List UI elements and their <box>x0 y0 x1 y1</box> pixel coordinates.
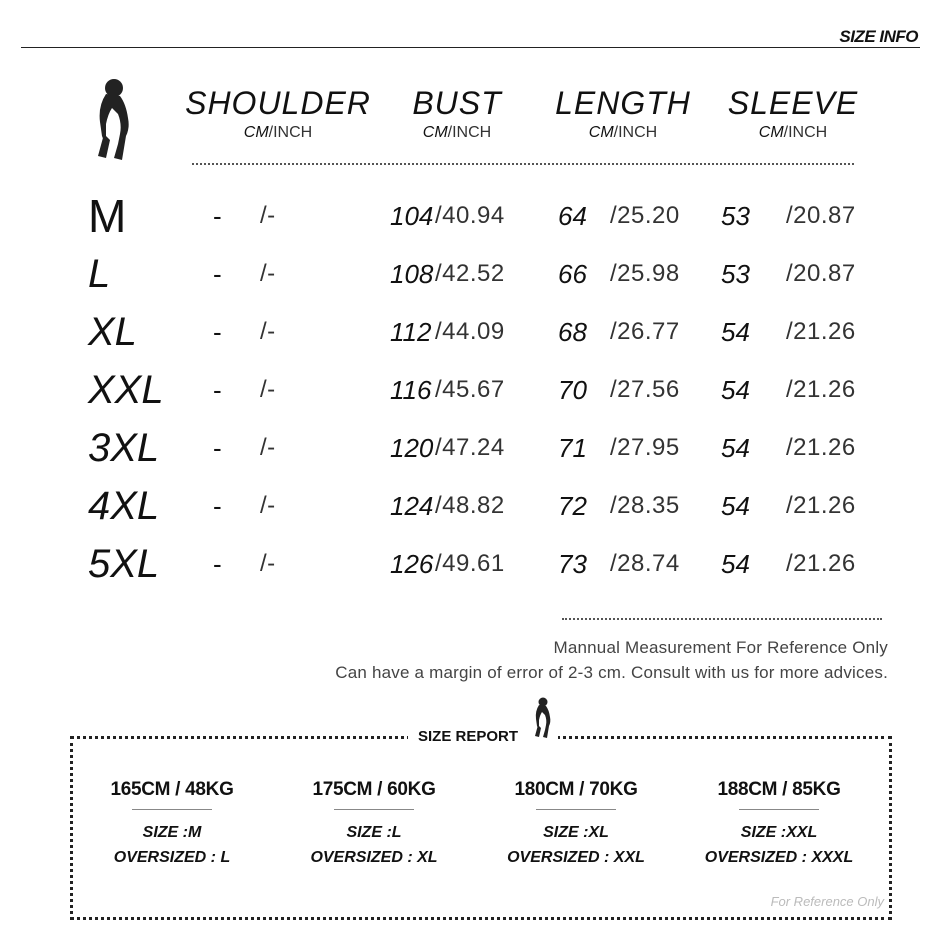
shoulder-inch: /- <box>260 492 276 519</box>
table-row <box>0 191 950 241</box>
sleeve-cm: 54 <box>721 317 750 347</box>
length-cm: 66 <box>558 259 587 289</box>
column-header-sleeve <box>693 84 893 144</box>
length-inch: /28.35 <box>610 492 680 519</box>
bust-inch: /49.61 <box>435 550 505 577</box>
size-label: L <box>88 252 111 296</box>
size-label: XL <box>88 310 137 354</box>
table-row <box>0 423 950 473</box>
size-label: XXL <box>88 368 164 412</box>
column-unit: CM/INCH <box>758 124 828 141</box>
bust-cm: 124 <box>390 491 434 521</box>
reference-footnote: For Reference Only <box>770 894 884 909</box>
shoulder-cm: - <box>213 201 222 231</box>
table-row <box>0 365 950 415</box>
table-row <box>0 539 950 589</box>
shoulder-inch: /- <box>260 434 276 461</box>
shoulder-cm: - <box>213 317 222 347</box>
table-row <box>0 481 950 531</box>
column-name: SLEEVE <box>727 85 859 121</box>
shoulder-inch: /- <box>260 376 276 403</box>
length-inch: /27.56 <box>610 376 680 403</box>
report-entry <box>476 775 676 870</box>
oversized-size: OVERSIZED : XL <box>310 849 438 866</box>
bust-cm: 104 <box>390 201 434 231</box>
bust-cm: 108 <box>390 259 434 289</box>
height-weight: 180CM / 70KG <box>514 779 638 800</box>
bust-inch: /40.94 <box>435 202 505 229</box>
bust-cm: 116 <box>390 375 432 405</box>
size-label: 5XL <box>88 542 160 586</box>
bust-inch: /45.67 <box>435 376 505 403</box>
sleeve-cm: 54 <box>721 375 750 405</box>
ape-silhouette-icon <box>92 78 136 162</box>
size-report-title: SIZE REPORT <box>408 726 528 748</box>
size-info-title: SIZE INFO <box>839 27 918 46</box>
size-label: 3XL <box>88 426 160 470</box>
entry-divider <box>334 809 414 810</box>
length-cm: 70 <box>558 375 587 405</box>
column-name: SHOULDER <box>185 85 371 121</box>
shoulder-cm: - <box>213 433 222 463</box>
column-name: LENGTH <box>555 85 691 121</box>
sleeve-inch: /21.26 <box>786 492 856 519</box>
header-dotted-divider <box>192 163 854 165</box>
report-entry <box>72 775 272 870</box>
bust-inch: /47.24 <box>435 434 505 461</box>
oversized-size: OVERSIZED : L <box>113 849 231 866</box>
shoulder-inch: /- <box>260 260 276 287</box>
length-inch: /25.20 <box>610 202 680 229</box>
entry-divider <box>739 809 819 810</box>
length-inch: /28.74 <box>610 550 680 577</box>
shoulder-inch: /- <box>260 550 276 577</box>
sleeve-inch: /21.26 <box>786 376 856 403</box>
length-cm: 72 <box>558 491 587 521</box>
shoulder-inch: /- <box>260 202 276 229</box>
column-unit: CM/INCH <box>588 124 658 141</box>
column-header-shoulder <box>178 84 378 144</box>
sleeve-cm: 54 <box>721 491 750 521</box>
length-inch: /26.77 <box>610 318 680 345</box>
shoulder-cm: - <box>213 375 222 405</box>
recommended-size: SIZE :M <box>142 824 202 841</box>
entry-divider <box>132 809 212 810</box>
sleeve-cm: 53 <box>721 259 750 289</box>
length-cm: 71 <box>558 433 587 463</box>
report-entry <box>679 775 879 870</box>
length-cm: 64 <box>558 201 587 231</box>
height-weight: 175CM / 60KG <box>312 779 436 800</box>
column-unit: CM/INCH <box>243 124 313 141</box>
shoulder-inch: /- <box>260 318 276 345</box>
size-label: M <box>88 190 127 242</box>
oversized-size: OVERSIZED : XXXL <box>704 849 854 866</box>
length-inch: /27.95 <box>610 434 680 461</box>
bust-inch: /44.09 <box>435 318 505 345</box>
size-label: 4XL <box>88 484 160 528</box>
recommended-size: SIZE :XL <box>543 824 609 841</box>
sleeve-cm: 54 <box>721 433 750 463</box>
table-row <box>0 249 950 299</box>
bust-cm: 126 <box>390 549 434 579</box>
shoulder-cm: - <box>213 259 222 289</box>
margin-note: Can have a margin of error of 2-3 cm. Consult with us for more advices. <box>335 663 888 682</box>
height-weight: 188CM / 85KG <box>717 779 841 800</box>
bust-inch: /48.82 <box>435 492 505 519</box>
length-cm: 73 <box>558 549 587 579</box>
column-name: BUST <box>412 85 502 121</box>
measurement-note: Mannual Measurement For Reference Only <box>553 638 888 657</box>
shoulder-cm: - <box>213 549 222 579</box>
bust-cm: 120 <box>390 433 434 463</box>
sleeve-inch: /21.26 <box>786 550 856 577</box>
bust-inch: /42.52 <box>435 260 505 287</box>
recommended-size: SIZE :L <box>346 824 402 841</box>
bust-cm: 112 <box>390 317 432 347</box>
recommended-size: SIZE :XXL <box>740 824 818 841</box>
height-weight: 165CM / 48KG <box>110 779 234 800</box>
entry-divider <box>536 809 616 810</box>
notes-dotted-divider <box>562 618 882 620</box>
sleeve-inch: /21.26 <box>786 434 856 461</box>
report-entry <box>274 775 474 870</box>
sleeve-inch: /20.87 <box>786 260 856 287</box>
top-divider <box>21 47 920 48</box>
sleeve-cm: 53 <box>721 201 750 231</box>
ape-silhouette-small-icon <box>528 694 558 747</box>
length-inch: /25.98 <box>610 260 680 287</box>
oversized-size: OVERSIZED : XXL <box>507 849 645 866</box>
sleeve-inch: /20.87 <box>786 202 856 229</box>
shoulder-cm: - <box>213 491 222 521</box>
sleeve-cm: 54 <box>721 549 750 579</box>
sleeve-inch: /21.26 <box>786 318 856 345</box>
table-row <box>0 307 950 357</box>
length-cm: 68 <box>558 317 587 347</box>
column-unit: CM/INCH <box>422 124 492 141</box>
